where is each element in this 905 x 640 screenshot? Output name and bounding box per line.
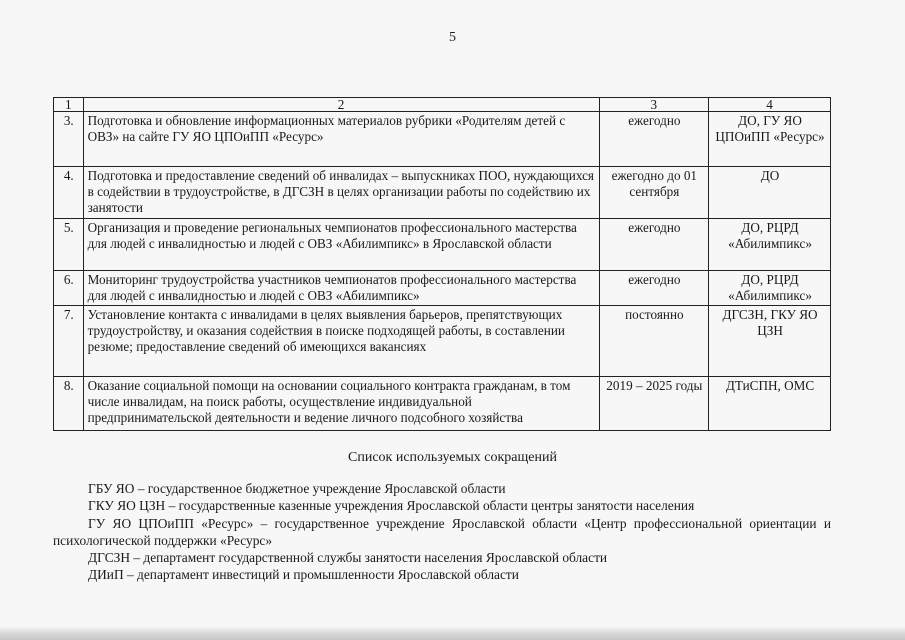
row-number: 7. [54, 306, 84, 377]
header-cell-3: 3 [599, 98, 708, 112]
row-term: ежегодно до 01 сентября [599, 167, 708, 219]
row-number: 6. [54, 271, 84, 306]
table-row [54, 271, 831, 306]
abbreviation-item: ГБУ ЯО – государственное бюджетное учреждение Ярославской области [88, 481, 506, 496]
row-number: 5. [54, 219, 84, 271]
row-term: ежегодно [599, 219, 708, 271]
row-term: ежегодно [599, 271, 708, 306]
page-number: 5 [449, 30, 456, 45]
row-number: 4. [54, 167, 84, 219]
row-responsible: ДГСЗН, ГКУ ЯО ЦЗН [709, 306, 831, 377]
row-responsible: ДТиСПН, ОМС [709, 377, 831, 431]
row-description: Установление контакта с инвалидами в целях выявления барьеров, препятствующих трудоустройству, и оказания содействия в поиске подходящей работы, в составлении резюме; предоставление сведений об имеющихся вакансиях [83, 306, 599, 377]
scan-edge-shadow [0, 626, 905, 640]
table-row [54, 306, 831, 377]
row-responsible: ДО, РЦРД «Абилимпикс» [709, 219, 831, 271]
row-description: Оказание социальной помощи на основании социального контракта гражданам, в том числе инвалидам, на поиск работы, осуществление индивидуальной предпринимательской деятельности и ведение личного подсобного хозяйства [83, 377, 599, 431]
abbreviation-item: ГКУ ЯО ЦЗН – государственные казенные учреждения Ярославской области центры занятости населения [88, 498, 695, 514]
table-row [54, 167, 831, 219]
table-row [54, 377, 831, 431]
row-responsible: ДО, РЦРД «Абилимпикс» [709, 271, 831, 306]
header-cell-2: 2 [83, 98, 599, 112]
header-cell-1: 1 [54, 98, 84, 112]
row-description: Мониторинг трудоустройства участников чемпионатов профессионального мастерства для людей с инвалидностью и людей с ОВЗ «Абилимпикс» [83, 271, 599, 306]
abbreviation-item: ГУ ЯО ЦПОиПП «Ресурс» – государственное учреждение Ярославской области «Центр профессиональной ориентации и психологической поддержки «Ресурс» [53, 515, 831, 548]
measures-table [53, 97, 831, 431]
table-row [54, 112, 831, 167]
header-cell-4: 4 [709, 98, 831, 112]
row-responsible: ДО [709, 167, 831, 219]
row-description: Организация и проведение региональных чемпионатов профессионального мастерства для людей с инвалидностью и людей с ОВЗ «Абилимпикс» в Ярославской области [83, 219, 599, 271]
row-description: Подготовка и обновление информационных материалов рубрики «Родителям детей с ОВЗ» на сайте ГУ ЯО ЦПОиПП «Ресурс» [83, 112, 599, 167]
abbreviation-item: ДГСЗН – департамент государственной службы занятости населения Ярославской области [88, 550, 608, 566]
row-term: ежегодно [599, 112, 708, 167]
table-header-row [54, 98, 831, 112]
row-term: 2019 – 2025 годы [599, 377, 708, 431]
row-description: Подготовка и предоставление сведений об инвалидах – выпускниках ПОО, нуждающихся в содействии в трудоустройстве, в ДГСЗН в целях организации работы по содействию их занятости [83, 167, 599, 219]
abbreviations-list [53, 480, 831, 584]
table-row [54, 219, 831, 271]
row-responsible: ДО, ГУ ЯО ЦПОиПП «Ресурс» [709, 112, 831, 167]
abbreviations-title: Список используемых сокращений [348, 450, 557, 465]
row-term: постоянно [599, 306, 708, 377]
row-number: 3. [54, 112, 84, 167]
abbreviation-item: ДИиП – департамент инвестиций и промышленности Ярославской области [88, 567, 519, 583]
row-number: 8. [54, 377, 84, 431]
